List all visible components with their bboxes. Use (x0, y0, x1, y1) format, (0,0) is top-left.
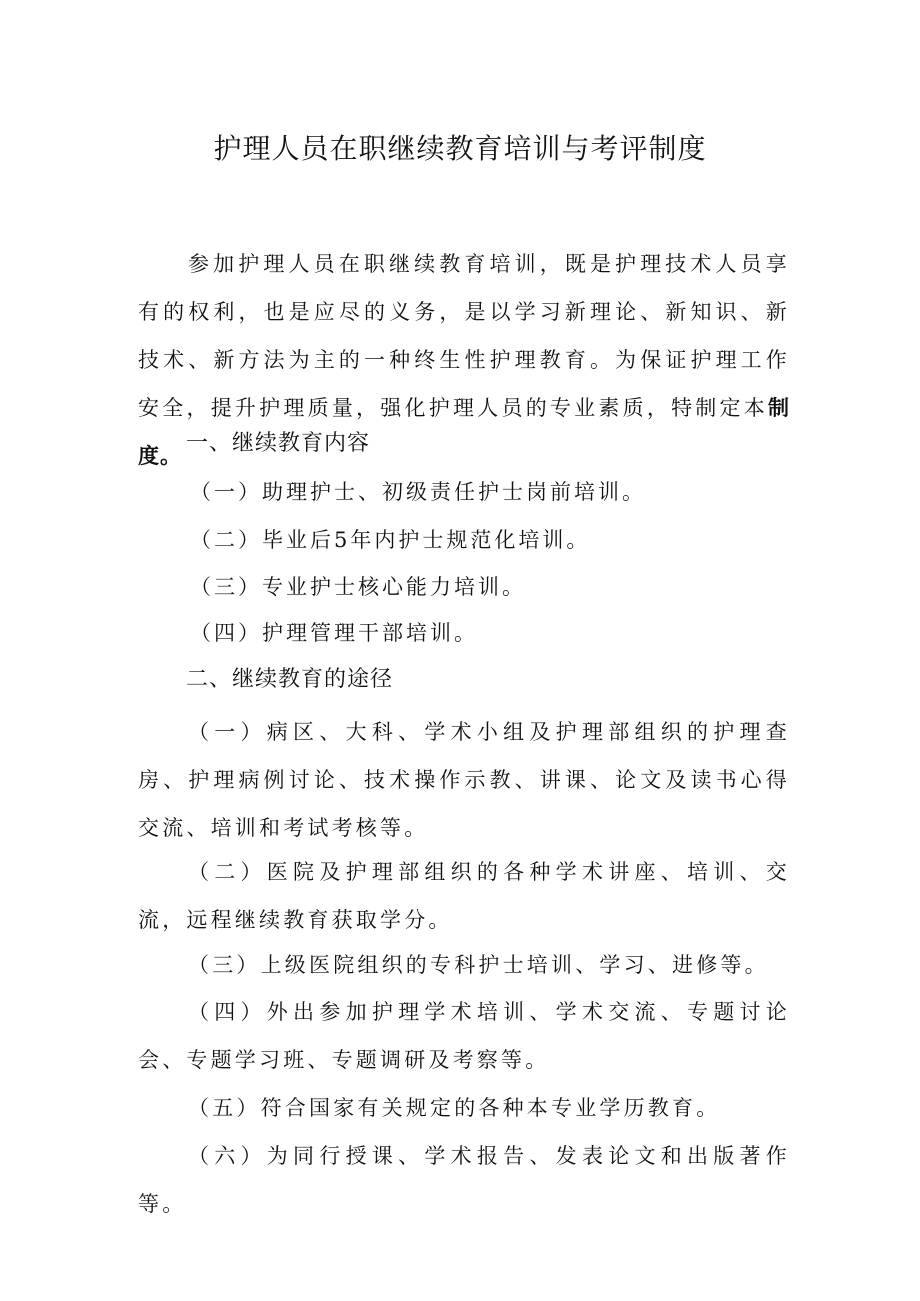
section-2-item: （一）病区、大科、学术小组及护理部组织的护理查房、护理病例讨论、技术操作示教、讲课、论文及读书心得交流、培训和考试考核等。 (138, 720, 790, 840)
section-1-item: （三）专业护士核心能力培训。 (190, 575, 526, 599)
section-2-heading: 二、继续教育的途径 (186, 667, 394, 692)
section-1-item: （一）助理护士、初级责任护士岗前培训。 (190, 480, 646, 504)
intro-text: 参加护理人员在职继续教育培训，既是护理技术人员享有的权利，也是应尽的义务，是以学习新理论、新知识、新技术、新方法为主的一种终生性护理教育。为保证护理工作安全，提升护理质量，强化护理人员的专业素质，特制定本 (138, 252, 790, 420)
section-1-item: （二）毕业后5年内护士规范化培训。 (190, 528, 591, 552)
section-2-item: （二）医院及护理部组织的各种学术讲座、培训、交流，远程继续教育获取学分。 (138, 860, 790, 932)
intro-bold-tail: 制度。 (138, 396, 790, 468)
section-2-item: （六）为同行授课、学术报告、发表论文和出版著作等。 (138, 1144, 790, 1216)
section-2-item: （五）符合国家有关规定的各种本专业学历教育。 (188, 1096, 721, 1120)
section-2-item: （三）上级医院组织的专科护士培训、学习、进修等。 (188, 953, 769, 977)
section-1-item: （四）护理管理干部培训。 (190, 621, 478, 645)
section-2-item: （四）外出参加护理学术培训、学术交流、专题讨论会、专题学习班、专题调研及考察等。 (138, 1000, 790, 1072)
section-1-heading: 一、继续教育内容 (186, 431, 371, 456)
document-title: 护理人员在职继续教育培训与考评制度 (213, 132, 707, 165)
